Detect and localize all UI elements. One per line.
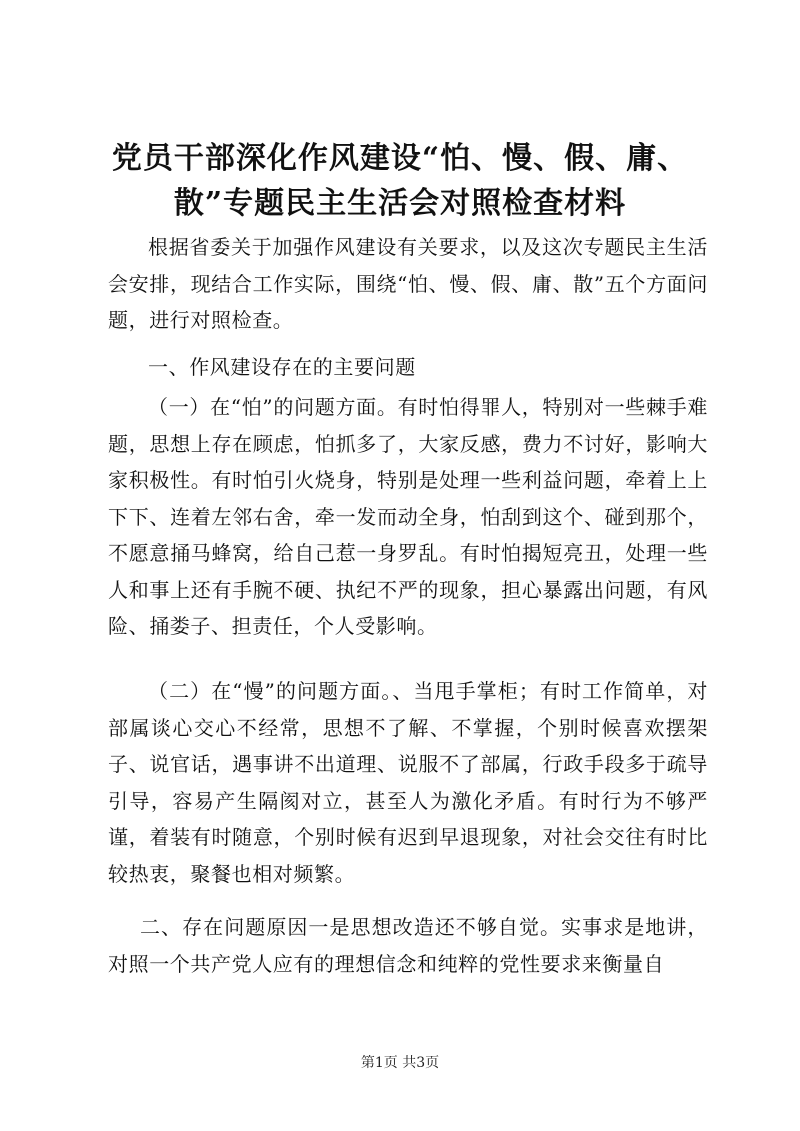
intro-paragraph: 根据省委关于加强作风建设有关要求，以及这次专题民主生活会安排，现结合工作实际，围绕“怕、慢、假、庸、散”五个方面问题，进行对照检查。 (108, 235, 708, 332)
paragraph-slow-issues: （二）在“慢”的问题方面。、当甩手掌柜；有时工作简单，对部属谈心交心不经常，思想不了解、不掌握，个别时候喜欢摆架子、说官话，遇事讲不出道理、说服不了部属，行政手段多于疏导引导，容易产生隔阂对立，甚至人为激化矛盾。有时行为不够严谨，着装有时随意，个别时候有迟到早退现象，对社会交往有时比较热衷，聚餐也相对频繁。 (108, 679, 708, 886)
section-heading-main-problems: 一、作风建设存在的主要问题 (148, 355, 416, 379)
document-title-line-2: 散”专题民主生活会对照检查材料 (173, 186, 627, 221)
paragraph-fear-issues: （一）在“怕”的问题方面。有时怕得罪人，特别对一些棘手难题，思想上存在顾虑，怕抓多了，大家反感，费力不讨好，影响大家积极性。有时怕引火烧身，特别是处理一些利益问题，牵着上上下下、连着左邻右舍，牵一发而动全身，怕刮到这个、碰到那个，不愿意捅马蜂窝，给自己惹一身罗乱。有时怕揭短亮丑，处理一些人和事上还有手腕不硬、执纪不严的现象，担心暴露出问题，有风险、捅娄子、担责任，个人受影响。 (108, 395, 708, 638)
page-footer: 第1页 共3页 (360, 1055, 440, 1071)
document-title-line-1: 党员干部深化作风建设“怕、慢、假、庸、 (111, 141, 689, 176)
paragraph-problem-causes: 二、存在问题原因一是思想改造还不够自觉。实事求是地讲，对照一个共产党人应有的理想信念和纯粹的党性要求来衡量自 (108, 915, 708, 976)
